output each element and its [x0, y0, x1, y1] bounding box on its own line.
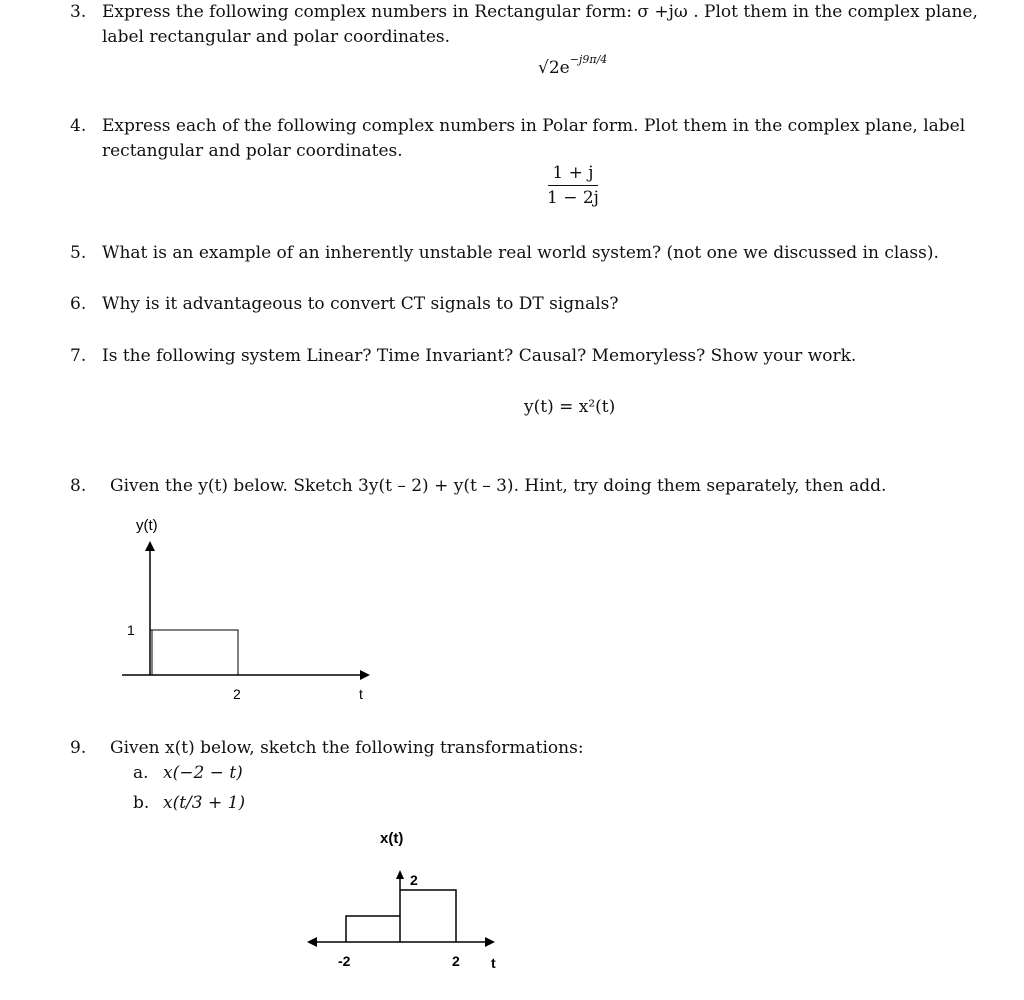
question-5 — [70, 241, 990, 266]
question-3 — [70, 0, 990, 50]
q4-fraction — [543, 163, 603, 208]
q7-equation: y(t) = x²(t) — [524, 397, 616, 417]
question-text: Is the following system Linear? Time Invariant? Causal? Memoryless? Show your work. — [102, 346, 857, 366]
x-axis-arrow — [360, 670, 370, 680]
question-7 — [70, 344, 990, 369]
question-text: Express the following complex numbers in Rectangular form: σ +jω . Plot them in the complex plane, label rectangular and polar coordinates. — [102, 2, 978, 47]
pulse-outline — [150, 630, 238, 675]
part-label: a. — [133, 763, 149, 783]
question-number: 8. — [70, 476, 87, 496]
x-axis-arrow-right — [485, 937, 495, 947]
question-number: 9. — [70, 738, 87, 758]
part-expression: x(−2 − t) — [163, 763, 243, 783]
y-axis-arrow — [145, 541, 155, 551]
lower-step — [346, 916, 400, 942]
question-text: Why is it advantageous to convert CT signals to DT signals? — [102, 294, 619, 314]
y-axis-arrow — [396, 870, 404, 879]
question-text: Given the y(t) below. Sketch 3y(t – 2) + y(t – 3). Hint, try doing them separately, then add. — [110, 476, 887, 496]
q9-part-a — [133, 763, 243, 783]
part-label: b. — [133, 793, 150, 813]
graph-title: x(t) — [380, 830, 404, 847]
upper-step — [400, 890, 456, 942]
part-expression: x(t/3 + 1) — [163, 793, 246, 813]
question-number: 5. — [70, 243, 87, 263]
graph-tick-neg: -2 — [338, 953, 351, 969]
graph-xlabel: t — [491, 955, 496, 971]
q3-formula-base: √2e — [538, 58, 570, 78]
question-number: 7. — [70, 346, 87, 366]
q4-numerator: 1 + j — [548, 163, 597, 186]
question-6 — [70, 292, 990, 317]
question-text: Given x(t) below, sketch the following transformations: — [110, 738, 584, 758]
q4-denominator: 1 − 2j — [547, 188, 599, 208]
q3-formula-exponent: −j9π/4 — [569, 53, 608, 66]
graph-tick-pos: 2 — [452, 953, 460, 969]
q3-formula — [538, 53, 608, 78]
graph-level-label: 2 — [410, 872, 418, 888]
q9-part-b — [133, 793, 245, 813]
question-number: 3. — [70, 2, 87, 22]
question-number: 4. — [70, 116, 87, 136]
question-text: Express each of the following complex numbers in Polar form. Plot them in the complex plane, label rectangular and polar coordinates. — [102, 116, 966, 161]
x-axis-arrow-left — [307, 937, 317, 947]
question-number: 6. — [70, 294, 87, 314]
graph-level-label: 1 — [127, 622, 135, 638]
question-9 — [70, 736, 990, 761]
question-text: What is an example of an inherently unstable real world system? (not one we discussed in class). — [102, 243, 939, 263]
graph-tick-label: 2 — [233, 686, 241, 702]
graph-ylabel: y(t) — [136, 517, 158, 534]
question-8 — [70, 474, 990, 499]
graph-xlabel: t — [359, 686, 363, 702]
question-4 — [70, 114, 990, 164]
